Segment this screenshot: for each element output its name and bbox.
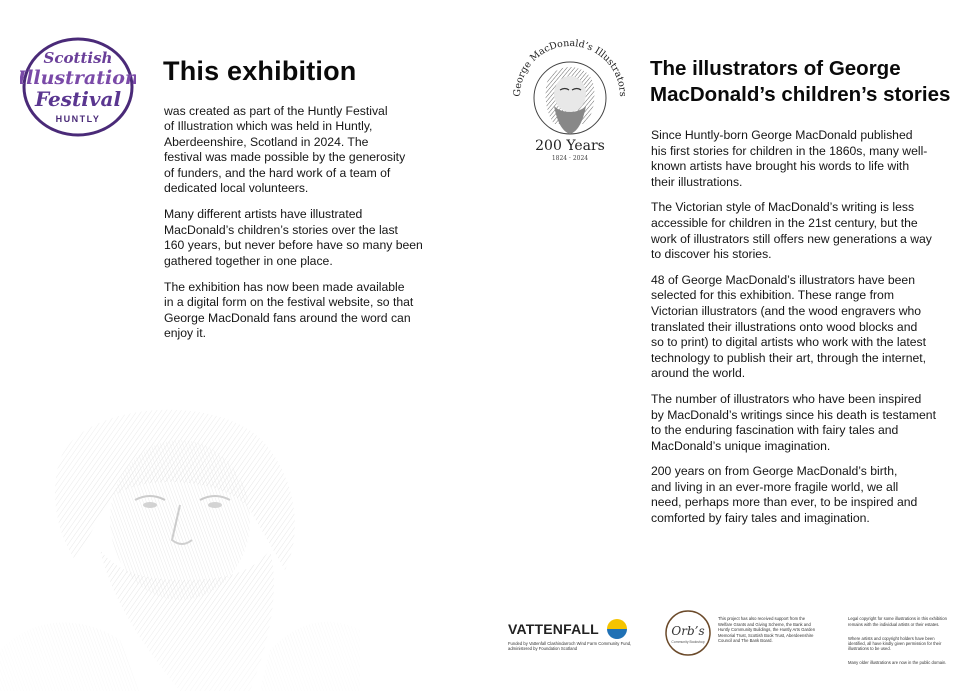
logo-dates: 1824 · 2024 bbox=[551, 155, 589, 162]
right-paragraph-2: The Victorian style of MacDonald’s writing is less accessible for children in the 21st century, but the work of illustrators still offers new generations a way to discover his stories. bbox=[651, 200, 932, 262]
right-paragraph-1: Since Huntly-born George MacDonald published his first stories for children in the 1860s, many well- known artists have brought his words to life with their illustrations. bbox=[651, 128, 928, 189]
left-paragraph-2: Many different artists have illustrated MacDonald’s children’s stories over the last 160 years, but never before have so many been gathered together in one place. bbox=[164, 207, 423, 268]
vattenfall-logo bbox=[508, 619, 627, 639]
orbs-logo-text: Orb’s bbox=[671, 624, 705, 638]
logo-text-huntly: HUNTLY bbox=[55, 114, 101, 124]
left-paragraph-1: was created as part of the Huntly Festival of Illustration which was held in Huntly, Aberdeenshire, Scotland in 2024. The festival was made possible by the generosity of funders, and the hard work of a team of dedicated local volunteers. bbox=[164, 104, 406, 196]
copyright-note-2: Where artists and copyright holders have been identified, all have kindly given permission for their illustrations to be used. bbox=[848, 635, 942, 652]
left-page-title: This exhibition bbox=[163, 56, 357, 86]
orbs-bookshop-logo bbox=[664, 609, 712, 657]
george-macdonald-portrait-watermark bbox=[0, 390, 360, 691]
scottish-illustration-festival-logo bbox=[20, 36, 136, 138]
left-paragraph-3: The exhibition has now been made available in a digital form on the festival website, so that George MacDonald fans around the word can enjoy it. bbox=[164, 280, 414, 341]
vattenfall-wordmark: VATTENFALL bbox=[508, 621, 599, 637]
right-paragraph-4: The number of illustrators who have been inspired by MacDonald’s writings since his death is testament to the enduring fascination with fairy tales and MacDonald’s unique imagination. bbox=[651, 391, 936, 453]
vattenfall-funding-note: Funded by Vattenfall Clashindarroch Wind Farm Community Fund, administered by Foundation Scotland bbox=[508, 641, 632, 652]
support-note bbox=[718, 611, 834, 652]
sponsor-footer bbox=[488, 595, 977, 691]
vattenfall-sun-icon bbox=[607, 619, 627, 639]
logo-200-years: 200 Years bbox=[535, 138, 605, 154]
logo-text-festival: Festival bbox=[34, 87, 122, 111]
macdonald-200-years-logo bbox=[506, 28, 634, 162]
orbs-logo-subtext: Community Bookshop bbox=[671, 640, 705, 644]
logo-text-scottish: Scottish bbox=[43, 49, 113, 67]
left-page bbox=[0, 0, 488, 691]
left-body-text bbox=[164, 104, 434, 353]
copyright-note-1: Legal copyright for some illustrations in this exhibition remains with the individual artists or their estates. bbox=[848, 616, 947, 627]
copyright-notes bbox=[848, 611, 972, 674]
right-page-title: The illustrators of George MacDonald’s children’s stories bbox=[650, 57, 951, 106]
copyright-note-3: Many older illustrations are now in the public domain. bbox=[848, 660, 947, 666]
right-body-text bbox=[651, 128, 951, 537]
logo-text-illustration: Illustration bbox=[20, 67, 136, 89]
support-note-text: This project has also received support from the Welfare Grants and Giving Scheme, the Bank and Huntly Community Buildings, the Huntly Arts Garden Memorial Trust, Scottish Book Trust, Aberdeenshire Council and The Bank Board. bbox=[718, 616, 816, 644]
right-paragraph-5: 200 years on from George MacDonald’s birth, and living in an ever-more fragile world, we all need, perhaps more than ever, to be inspired and comforted by fairy tales and imagination. bbox=[651, 464, 918, 526]
right-paragraph-3: 48 of George MacDonald’s illustrators have been selected for this exhibition. These range from Victorian illustrators (and the wood engravers who translated their illustrations onto wood blocks and so to print) to digital artists who work with the latest technology to publish their art, through the internet, around the world. bbox=[651, 272, 927, 381]
right-page bbox=[488, 0, 977, 691]
logo-arc-text: George MacDonald’s Illustrators bbox=[511, 37, 629, 97]
